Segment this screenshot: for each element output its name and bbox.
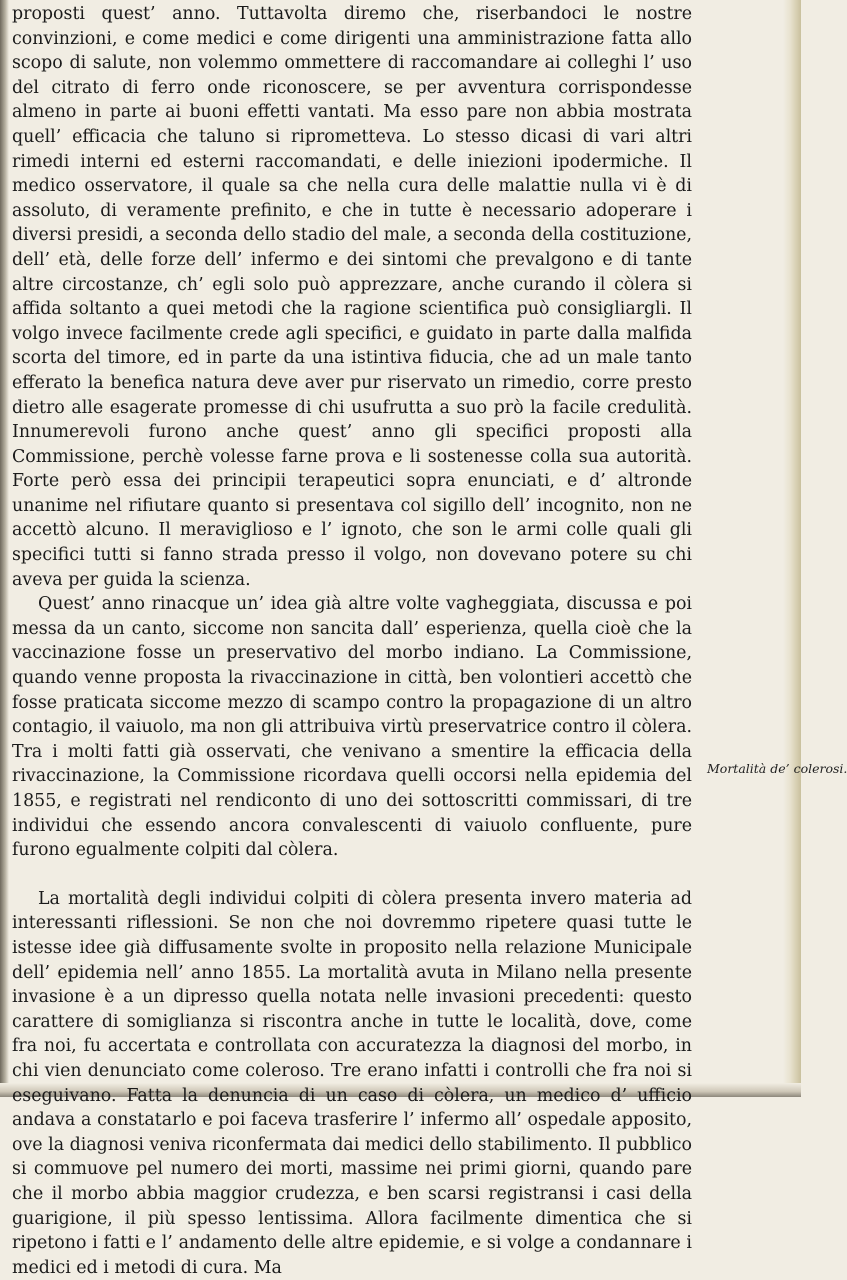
page-left-shadow (0, 0, 9, 1097)
page-right-edge (783, 0, 801, 1097)
margin-note: Mortalità de’ colerosi. (707, 761, 847, 776)
body-paragraph: Quest’ anno rinacque un’ idea già altre volte vagheggiata, discussa e poi messa da un canto, siccome non sancita dall’ esperienza, quella cioè che la vaccinazione fosse un preservativo del morbo indiano. La Commissione, quando venne proposta la rivaccinazione in città, ben volontieri accettò che fosse praticata siccome mezzo di scampo contro la propagazione di un altro contagio, il vaiuolo, ma non gli attribuiva virtù preservatrice contro il còlera. Tra i molti fatti già osservati, che venivano a smentire la efficacia della rivaccinazione, la Commissione ricordava quelli occorsi nella epidemia del 1855, e registrati nel rendiconto di uno dei sottoscritti commissari, di tre individui che essendo ancora convalescenti di vaiuolo confluente, pure furono egualmente colpiti dal còlera. (12, 594, 692, 861)
body-paragraph: La mortalità degli individui colpiti di còlera presenta invero materia ad interessanti riflessioni. Se non che noi dovremmo ripetere quasi tutte le istesse idee già diffusamente svolte in proposito nella relazione Municipale dell’ epidemia nell’ anno 1855. La mortalità avuta in Milano nella presente invasione è a un dipresso quella notata nelle invasioni precedenti: questo carattere di somiglianza si riscontra anche in tutte le località, dove, come fra noi, fu accertata e controllata con accuratezza la diagnosi del morbo, in chi vien denunciato come coleroso. Tre erano infatti i controlli che fra noi si eseguivano. Fatta la denuncia di un caso di còlera, un medico d’ ufficio andava a constatarlo e poi faceva trasferire l’ infermo all’ ospedale apposito, ove la diagnosi veniva riconfermata dai medici dello stabilimento. Il pubblico si commuove pel numero dei morti, massime nei primi giorni, quando pare che il morbo abbia maggior crudezza, e ben scarsi registransi i casi della guarigione, il più spesso lentissima. Allora facilmente dimentica che si ripetono i fatti e l’ andamento delle altre epidemie, e si volge a condannare i medici ed i metodi di cura. Ma (12, 888, 692, 1278)
body-paragraph: proposti quest’ anno. Tuttavolta diremo che, riserbandoci le nostre convinzioni, e come medici e come dirigenti una amministrazione fatta allo scopo di salute, non volemmo ommettere di raccomandare ai colleghi l’ uso del citrato di ferro onde riconoscere, se per avventura corrispondesse almeno in parte ai buoni effetti vantati. Ma esso pare non abbia mostrata quell’ efficacia che taluno si riprometteva. Lo stesso dicasi di vari altri rimedi interni ed esterni raccomandati, e delle iniezioni ipodermiche. Il medico osservatore, il quale sa che nella cura delle malattie nulla vi è di assoluto, di veramente prefinito, e che in tutte è necessario adoperare i diversi presidi, a seconda dello stadio del male, a seconda della costituzione, dell’ età, delle forze dell’ infermo e dei sintomi che prevalgono e di tante altre circostanze, ch’ egli solo può apprezzare, anche curando il còlera si affida soltanto a quei metodi che la ragione scientifica può consigliargli. Il volgo invece facilmente crede agli specifici, e guidato in parte dalla malfida scorta del timore, ed in parte da una istintiva fiducia, che ad un male tanto efferato la benefica natura deve aver pur riservato un rimedio, corre presto dietro alle esagerate promesse di chi usufrutta a suo prò la facile credulità. Innumerevoli furono anche quest’ anno gli specifici proposti alla Commissione, perchè volesse farne prova e li sostenesse colla sua autorità. Forte però essa dei principii terapeutici sopra enunciati, e d’ altronde unanime nel rifiutare quanto si presentava col sigillo dell’ incognito, non ne accettò alcuno. Il meraviglioso e l’ ignoto, che son le armi colle quali gli specifici tutti si fanno strada presso il volgo, non dovevano potere su chi aveva per guida la scienza. (12, 4, 692, 590)
body-text-column (12, 2, 692, 1280)
